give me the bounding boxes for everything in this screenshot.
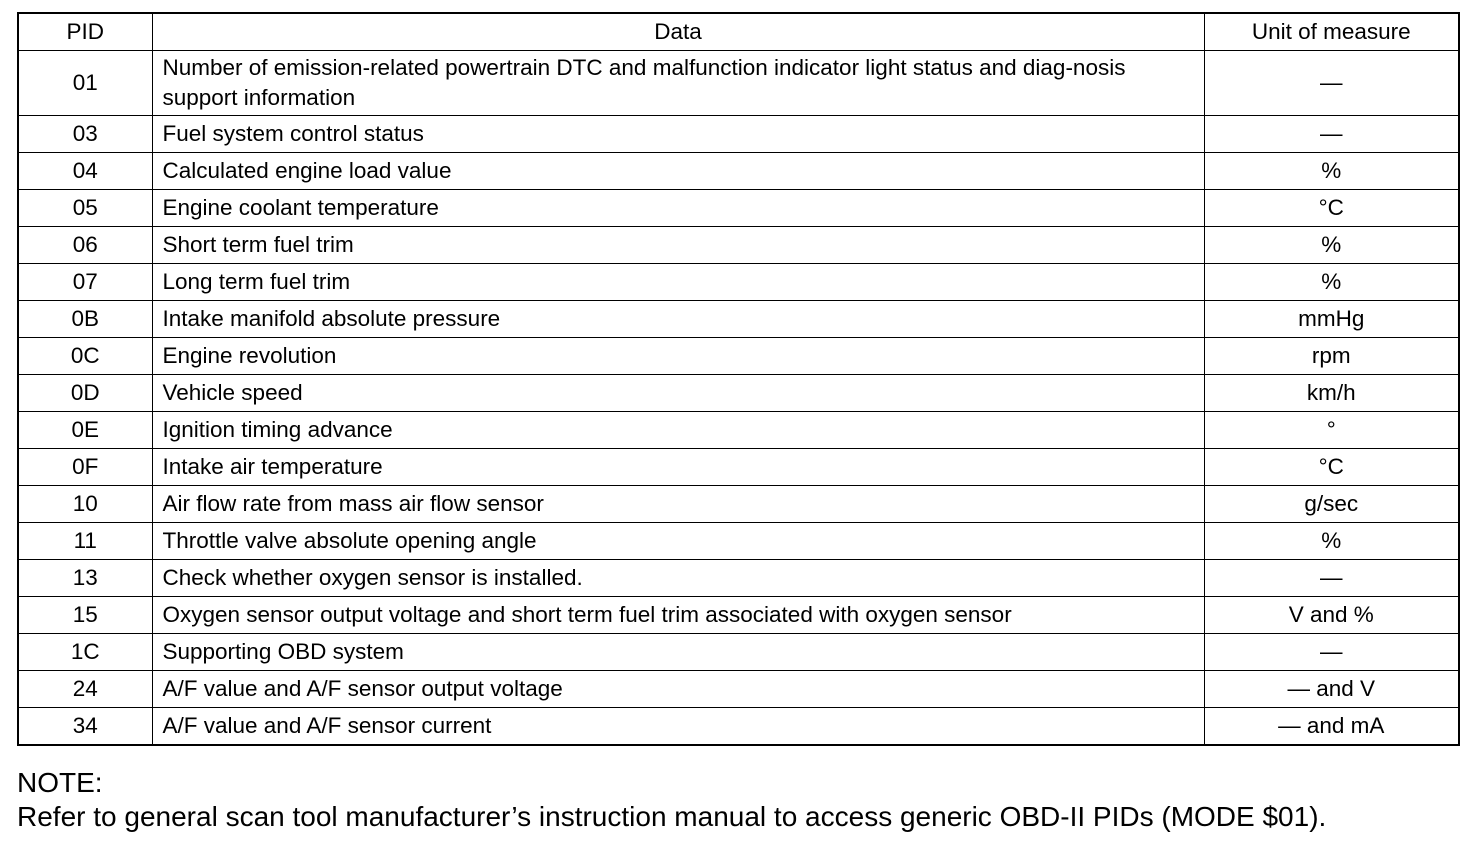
data-cell: Fuel system control status bbox=[152, 116, 1204, 153]
pid-cell: 0C bbox=[18, 338, 152, 375]
pid-cell: 24 bbox=[18, 671, 152, 708]
pid-cell: 0B bbox=[18, 301, 152, 338]
unit-cell: °C bbox=[1204, 449, 1459, 486]
pid-cell: 1C bbox=[18, 634, 152, 671]
note-text: Refer to general scan tool manufacturer’s instruction manual to access generic OBD-II PIDs (MODE $01). bbox=[17, 801, 1327, 832]
data-cell: Oxygen sensor output voltage and short term fuel trim associated with oxygen sensor bbox=[152, 597, 1204, 634]
unit-cell: % bbox=[1204, 153, 1459, 190]
data-cell: Supporting OBD system bbox=[152, 634, 1204, 671]
unit-cell: km/h bbox=[1204, 375, 1459, 412]
table-row bbox=[18, 116, 1459, 153]
table-row bbox=[18, 338, 1459, 375]
pid-cell: 07 bbox=[18, 264, 152, 301]
document bbox=[17, 12, 1458, 834]
unit-cell: g/sec bbox=[1204, 486, 1459, 523]
table-row bbox=[18, 412, 1459, 449]
note-block bbox=[17, 766, 1458, 834]
header-pid: PID bbox=[18, 13, 152, 51]
table-row bbox=[18, 708, 1459, 746]
table-row bbox=[18, 671, 1459, 708]
pid-cell: 11 bbox=[18, 523, 152, 560]
table-row bbox=[18, 153, 1459, 190]
data-cell: Intake air temperature bbox=[152, 449, 1204, 486]
table-row bbox=[18, 449, 1459, 486]
data-cell: Air flow rate from mass air flow sensor bbox=[152, 486, 1204, 523]
pid-cell: 15 bbox=[18, 597, 152, 634]
unit-cell: — bbox=[1204, 51, 1459, 116]
data-cell: Throttle valve absolute opening angle bbox=[152, 523, 1204, 560]
table-header-row bbox=[18, 13, 1459, 51]
pid-cell: 0D bbox=[18, 375, 152, 412]
table-row bbox=[18, 597, 1459, 634]
data-cell: Vehicle speed bbox=[152, 375, 1204, 412]
pid-cell: 01 bbox=[18, 51, 152, 116]
table-row bbox=[18, 486, 1459, 523]
unit-cell: V and % bbox=[1204, 597, 1459, 634]
table-row bbox=[18, 634, 1459, 671]
pid-cell: 10 bbox=[18, 486, 152, 523]
table-row bbox=[18, 51, 1459, 116]
table-row bbox=[18, 190, 1459, 227]
table-row bbox=[18, 375, 1459, 412]
data-cell: Number of emission-related powertrain DTC and malfunction indicator light status and diag-nosis support information bbox=[152, 51, 1204, 116]
unit-cell: % bbox=[1204, 523, 1459, 560]
data-cell: Intake manifold absolute pressure bbox=[152, 301, 1204, 338]
header-data: Data bbox=[152, 13, 1204, 51]
unit-cell: — and V bbox=[1204, 671, 1459, 708]
table-row bbox=[18, 560, 1459, 597]
note-label: NOTE: bbox=[17, 767, 103, 798]
data-cell: Engine revolution bbox=[152, 338, 1204, 375]
data-cell: Ignition timing advance bbox=[152, 412, 1204, 449]
pid-cell: 03 bbox=[18, 116, 152, 153]
table-row bbox=[18, 301, 1459, 338]
pid-cell: 34 bbox=[18, 708, 152, 746]
unit-cell: % bbox=[1204, 227, 1459, 264]
unit-cell: % bbox=[1204, 264, 1459, 301]
data-cell: Long term fuel trim bbox=[152, 264, 1204, 301]
unit-cell: °C bbox=[1204, 190, 1459, 227]
data-cell: A/F value and A/F sensor current bbox=[152, 708, 1204, 746]
pid-cell: 06 bbox=[18, 227, 152, 264]
unit-cell: ° bbox=[1204, 412, 1459, 449]
unit-cell: — and mA bbox=[1204, 708, 1459, 746]
table-body bbox=[18, 51, 1459, 746]
unit-cell: — bbox=[1204, 560, 1459, 597]
data-cell: Engine coolant temperature bbox=[152, 190, 1204, 227]
header-unit: Unit of measure bbox=[1204, 13, 1459, 51]
table-row bbox=[18, 227, 1459, 264]
pid-cell: 05 bbox=[18, 190, 152, 227]
pid-cell: 0F bbox=[18, 449, 152, 486]
data-cell: Calculated engine load value bbox=[152, 153, 1204, 190]
pid-cell: 13 bbox=[18, 560, 152, 597]
unit-cell: — bbox=[1204, 634, 1459, 671]
data-cell: A/F value and A/F sensor output voltage bbox=[152, 671, 1204, 708]
table-row bbox=[18, 264, 1459, 301]
data-cell: Short term fuel trim bbox=[152, 227, 1204, 264]
unit-cell: mmHg bbox=[1204, 301, 1459, 338]
unit-cell: rpm bbox=[1204, 338, 1459, 375]
unit-cell: — bbox=[1204, 116, 1459, 153]
pid-cell: 04 bbox=[18, 153, 152, 190]
pid-table bbox=[17, 12, 1460, 746]
pid-cell: 0E bbox=[18, 412, 152, 449]
data-cell: Check whether oxygen sensor is installed. bbox=[152, 560, 1204, 597]
table-row bbox=[18, 523, 1459, 560]
